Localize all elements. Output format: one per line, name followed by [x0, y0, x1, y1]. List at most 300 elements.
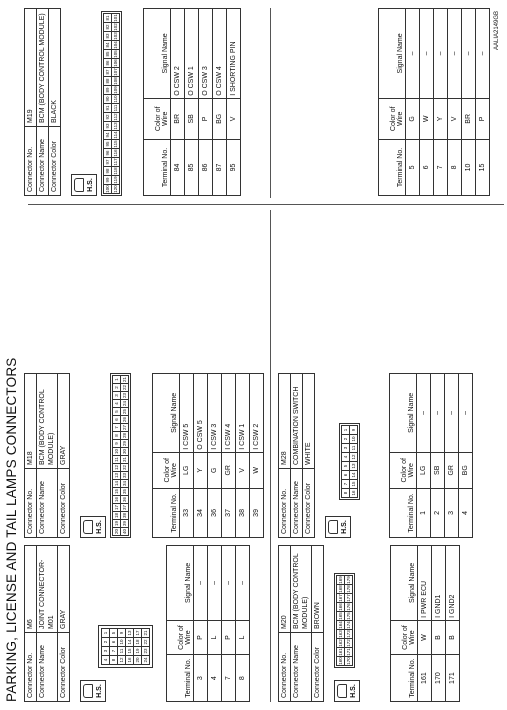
terminal-no-cell: 161 [418, 655, 432, 702]
column-header: Color of Wire [390, 452, 417, 488]
signal-name-cell: – [434, 9, 448, 99]
pin-row [142, 629, 150, 665]
connector-face [334, 573, 355, 668]
pin-cell: 6 [342, 471, 350, 480]
connector-color: BROWN [312, 546, 324, 633]
signal-name-cell: – [462, 9, 476, 99]
signal-name-cell: – [431, 374, 445, 453]
wire-color-cell: B [432, 620, 446, 654]
pin-cell: 83 [105, 33, 110, 39]
table-row [420, 9, 434, 196]
signal-name-cell: O CSW 3 [199, 9, 213, 99]
pin-cell: 39 [122, 521, 127, 527]
pin-row [345, 576, 353, 666]
row-divider-right [270, 8, 271, 198]
pin-cell: 17 [135, 630, 140, 636]
pin-cell: 96 [105, 150, 110, 156]
pin-cell: 11 [114, 457, 119, 462]
terminal-no-cell: 38 [236, 488, 250, 537]
terminal-no-cell: 2 [431, 488, 445, 537]
terminal-table [152, 373, 264, 538]
signal-name-cell: – [406, 9, 420, 99]
table-row [445, 374, 459, 538]
pin-cell: 4 [102, 656, 110, 665]
row-divider-left [270, 210, 271, 702]
column-header: Color of Wire [144, 98, 171, 139]
wire-color-cell: BR [171, 98, 185, 139]
connector-no: M6 [25, 546, 37, 633]
pin-cell: 21 [143, 630, 148, 636]
pin-cell: 2 [342, 435, 350, 444]
wire-color-cell: LG [180, 452, 194, 488]
pin-cell: 106 [113, 59, 118, 67]
terminal-no-cell: 33 [180, 488, 194, 537]
connector-face [101, 11, 122, 196]
wire-color-cell: P [194, 620, 208, 654]
car-icon [83, 684, 93, 698]
pin-row [134, 629, 142, 665]
pin-row [113, 376, 121, 536]
pin-cell: 170 [346, 657, 351, 665]
terminal-no-cell: 3 [194, 655, 208, 702]
wire-color-cell: BG [213, 98, 227, 139]
table-row [171, 9, 185, 196]
signal-name-cell: – [417, 374, 431, 453]
connector-face [98, 625, 153, 668]
pin-cell: 178 [346, 585, 351, 593]
connector-color: GRAY [58, 374, 70, 469]
pin-row [121, 376, 129, 536]
pin-cell: 172 [346, 639, 351, 647]
pin-cell: 104 [113, 41, 118, 49]
pin-cell: 8 [110, 656, 118, 665]
table-row [194, 546, 208, 702]
pin-cell: 167 [338, 594, 343, 602]
pin-cell: 4 [342, 453, 350, 462]
pin-cell: 98 [105, 168, 110, 174]
table-row [227, 9, 241, 196]
pin-cell: 9 [350, 426, 358, 435]
pin-cell: 11 [350, 444, 358, 453]
wire-color-cell: B [446, 620, 460, 654]
pin-cell: 90 [105, 96, 110, 102]
terminal-no-cell: 15 [476, 139, 490, 195]
signal-name-cell: I CSW 3 [208, 374, 222, 453]
pin-cell: 10 [114, 449, 119, 455]
terminal-no-cell: 5 [406, 139, 420, 195]
connector-panel-m28 [278, 373, 473, 538]
pin-cell: 5 [113, 408, 121, 416]
connector-face [339, 423, 360, 500]
pin-cell: 26 [122, 417, 127, 423]
terminal-table [143, 8, 241, 196]
pin-cell: 88 [105, 78, 110, 84]
table-header-row [390, 374, 417, 538]
pin-cell: 100 [105, 185, 110, 193]
table-header-row [379, 9, 406, 196]
wire-color-cell: W [250, 452, 264, 488]
pin-cell: 12 [114, 465, 119, 471]
car-icon [328, 520, 338, 534]
pin-cell: 176 [346, 603, 351, 611]
pin-cell: 38 [122, 513, 127, 519]
wire-color-cell: SB [185, 98, 199, 139]
column-header: Terminal No. [379, 139, 406, 195]
column-header: Color of Wire [391, 620, 418, 654]
hs-badge: H.S. [80, 516, 106, 538]
connector-panel-m19 [24, 8, 241, 196]
pin-cell: 22 [143, 639, 148, 645]
connector-name: BCM (BODY CONTROL MODULE) [37, 9, 49, 127]
pin-cell: 166 [338, 603, 343, 611]
pin-cell: 8 [342, 489, 350, 498]
connector-panel-m28-continued [278, 8, 490, 196]
pin-cell: 21 [122, 377, 127, 383]
figure-code: AALIA2149GB [494, 10, 500, 50]
wire-color-cell: GR [222, 452, 236, 488]
pin-cell: 19 [135, 648, 140, 654]
pin-cell: 23 [122, 393, 127, 399]
pin-cell: 14 [114, 481, 119, 487]
pin-row [104, 14, 112, 194]
pin-cell: 20 [135, 657, 140, 663]
pin-cell: 12 [119, 657, 124, 663]
pin-cell: 15 [351, 481, 356, 487]
terminal-no-cell: 8 [236, 655, 250, 702]
connector-name: COMBINATION SWITCH [291, 374, 303, 469]
pin-cell: 175 [346, 612, 351, 620]
column-header: Signal Name [391, 546, 418, 621]
pin-cell: 160 [338, 657, 343, 665]
pin-row [126, 629, 134, 665]
pin-cell: 15 [114, 489, 119, 495]
connector-face [110, 373, 131, 538]
pin-cell: 14 [351, 472, 356, 478]
wire-color-cell: LG [417, 452, 431, 488]
pin-cell: 13 [114, 473, 119, 479]
wire-color-cell: P [476, 98, 490, 139]
pin-cell: 99 [105, 177, 110, 183]
wire-color-cell: SB [431, 452, 445, 488]
pin-grid [341, 425, 358, 498]
pin-cell: 31 [122, 457, 127, 463]
pin-cell: 3 [113, 392, 121, 400]
signal-name-cell: O CSW 4 [213, 9, 227, 99]
car-icon [83, 520, 93, 534]
pin-cell: 3 [342, 444, 350, 453]
pin-cell: 168 [338, 585, 343, 593]
column-header: Terminal No. [144, 139, 171, 195]
pin-cell: 112 [113, 113, 118, 121]
wire-color-cell: V [227, 98, 241, 139]
terminal-no-cell: 37 [222, 488, 236, 537]
pin-cell: 12 [351, 454, 356, 460]
terminal-no-cell: 95 [227, 139, 241, 195]
signal-name-cell: – [208, 546, 222, 621]
hs-badge: H.S. [71, 174, 97, 196]
pin-cell: 2 [113, 384, 121, 392]
table-header-row [391, 546, 418, 702]
terminal-no-cell: 36 [208, 488, 222, 537]
car-icon [337, 684, 347, 698]
pin-cell: 10 [351, 436, 356, 442]
pin-row [112, 14, 120, 194]
pin-grid [101, 628, 150, 665]
column-header: Terminal No. [390, 488, 417, 537]
pin-cell: 114 [113, 131, 118, 139]
pin-cell: 174 [346, 621, 351, 629]
pin-cell: 5 [342, 462, 350, 471]
pin-cell: 110 [113, 95, 118, 103]
connector-header: Connector No. M20 Connector Name BCM (BODY CONTROL MODULE) Connector Color BROWN [278, 545, 324, 702]
column-header: Terminal No. [153, 488, 180, 537]
pin-cell: 94 [105, 132, 110, 138]
signal-name-cell: I CSW 1 [236, 374, 250, 453]
pin-cell: 9 [113, 440, 121, 448]
wire-color-cell: V [236, 452, 250, 488]
pin-cell: 20 [114, 529, 119, 535]
terminal-no-cell: 6 [420, 139, 434, 195]
signal-name-cell: – [222, 546, 236, 621]
pin-cell: 30 [122, 449, 127, 455]
column-header: Color of Wire [153, 452, 180, 488]
terminal-no-cell: 87 [213, 139, 227, 195]
connector-header: Connector No. M19 Connector Name BCM (BODY CONTROL MODULE) Connector Color BLACK [24, 8, 61, 196]
pin-cell: 22 [122, 385, 127, 391]
pin-cell: 107 [113, 68, 118, 76]
pin-cell: 24 [122, 401, 127, 407]
pin-cell: 16 [114, 497, 119, 503]
pin-cell: 85 [105, 51, 110, 57]
pin-cell: 95 [105, 141, 110, 147]
table-row [462, 9, 476, 196]
table-row [417, 374, 431, 538]
pin-cell: 116 [113, 149, 118, 157]
signal-name-cell: I CSW 2 [250, 374, 264, 453]
pin-cell: 169 [338, 576, 343, 584]
wire-color-cell: BG [459, 452, 473, 488]
pin-row [342, 426, 350, 498]
signal-name-cell: I CSW 4 [222, 374, 236, 453]
pin-cell: 11 [118, 647, 126, 656]
pin-cell: 4 [113, 400, 121, 408]
pin-cell: 101 [113, 14, 118, 22]
pin-cell: 27 [122, 425, 127, 431]
wire-color-cell: Y [194, 452, 208, 488]
connector-no: M20 [279, 546, 291, 633]
pin-cell: 8 [113, 432, 121, 440]
pin-cell: 7 [342, 480, 350, 489]
wire-color-cell: P [199, 98, 213, 139]
pin-cell: 118 [113, 167, 118, 175]
pin-cell: 119 [113, 176, 118, 184]
connector-color: WHITE [303, 374, 315, 469]
connector-no: M18 [25, 374, 37, 469]
pin-cell: 15 [127, 648, 132, 654]
pin-cell: 18 [135, 639, 140, 645]
connector-no: M28 [279, 374, 291, 469]
pin-cell: 28 [122, 433, 127, 439]
terminal-no-cell: 34 [194, 488, 208, 537]
hs-badge: H.S. [80, 680, 106, 702]
table-row [459, 374, 473, 538]
pin-cell: 105 [113, 50, 118, 58]
wire-color-cell: W [420, 98, 434, 139]
table-row [185, 9, 199, 196]
terminal-no-cell: 85 [185, 139, 199, 195]
terminal-no-cell: 1 [417, 488, 431, 537]
table-row [434, 9, 448, 196]
pin-cell: 40 [122, 529, 127, 535]
table-row [431, 374, 445, 538]
terminal-no-cell: 3 [445, 488, 459, 537]
pin-cell: 120 [113, 185, 118, 193]
connector-name: BCM (BODY CONTROL MODULE) [37, 374, 58, 469]
pin-cell: 115 [113, 140, 118, 148]
connector-panel-m6 [24, 545, 250, 702]
table-row [476, 9, 490, 196]
connector-no: M19 [25, 9, 37, 127]
pin-cell: 1 [102, 629, 110, 638]
signal-name-cell: – [194, 546, 208, 621]
pin-cell: 17 [114, 505, 119, 511]
pin-cell: 86 [105, 60, 110, 66]
connector-color: GRAY [58, 546, 70, 633]
pin-cell: 87 [105, 69, 110, 75]
pin-grid [103, 13, 120, 194]
connector-name: JOINT CONNECTOR-M01 [37, 546, 58, 633]
hs-badge: H.S. [325, 516, 351, 538]
wire-color-cell: P [222, 620, 236, 654]
pin-cell: 23 [143, 648, 148, 654]
pin-cell: 84 [105, 42, 110, 48]
pin-grid [336, 575, 353, 666]
signal-name-cell: O CSW 1 [185, 9, 199, 99]
connector-color: BLACK [49, 9, 61, 127]
connector-diagram [74, 373, 152, 538]
signal-name-cell: – [448, 9, 462, 99]
pin-cell: 102 [113, 23, 118, 31]
pin-cell: 5 [110, 629, 118, 638]
terminal-no-cell: 8 [448, 139, 462, 195]
table-row [208, 546, 222, 702]
signal-name-cell: – [445, 374, 459, 453]
pin-cell: 103 [113, 32, 118, 40]
signal-name-cell: – [459, 374, 473, 453]
signal-name-cell: I CSW 5 [180, 374, 194, 453]
pin-cell: 18 [114, 513, 119, 519]
connector-panel-m18 [24, 373, 264, 538]
page-title: PARKING, LICENSE AND TAIL LAMPS CONNECTORS [4, 357, 19, 702]
connector-diagram [74, 545, 166, 702]
pin-cell: 29 [122, 441, 127, 447]
pin-row [102, 629, 110, 665]
table-row [222, 546, 236, 702]
signal-name-cell: I SHORTING PIN [227, 9, 241, 99]
table-row [446, 546, 460, 702]
pin-cell: 93 [105, 123, 110, 129]
pin-cell: 13 [127, 630, 132, 636]
wire-color-cell: W [418, 620, 432, 654]
connector-diagram [328, 545, 390, 702]
table-header-row [144, 9, 171, 196]
pin-cell: 7 [113, 424, 121, 432]
wire-color-cell: GR [445, 452, 459, 488]
table-row [406, 9, 420, 196]
car-icon [74, 178, 84, 192]
pin-cell: 162 [338, 639, 343, 647]
pin-cell: 111 [113, 104, 118, 112]
column-header: Signal Name [144, 9, 171, 99]
pin-cell: 179 [346, 576, 351, 584]
column-divider [28, 204, 504, 205]
pin-cell: 97 [105, 159, 110, 165]
wire-color-cell: BR [462, 98, 476, 139]
terminal-table [390, 545, 460, 702]
pin-cell: 33 [122, 473, 127, 479]
terminal-no-cell: 86 [199, 139, 213, 195]
signal-name-cell: – [476, 9, 490, 99]
connector-diagram [319, 373, 389, 538]
wire-color-cell: L [208, 620, 222, 654]
pin-cell: 35 [122, 489, 127, 495]
signal-name-cell: I GND2 [446, 546, 460, 621]
pin-cell: 16 [351, 490, 356, 496]
wire-color-cell: L [236, 620, 250, 654]
pin-cell: 9 [118, 629, 126, 638]
column-header: Signal Name [153, 374, 180, 453]
pin-grid [112, 375, 129, 536]
table-row [418, 546, 432, 702]
pin-cell: 92 [105, 114, 110, 120]
pin-cell: 14 [127, 639, 132, 645]
terminal-table [166, 545, 250, 702]
pin-cell: 89 [105, 87, 110, 93]
table-row [194, 374, 208, 538]
wire-color-cell: V [448, 98, 462, 139]
pin-cell: 34 [122, 481, 127, 487]
table-row [432, 546, 446, 702]
pin-cell: 165 [338, 612, 343, 620]
pin-cell: 113 [113, 122, 118, 130]
column-header: Terminal No. [167, 655, 194, 702]
terminal-no-cell: 84 [171, 139, 185, 195]
table-header-row [167, 546, 194, 702]
terminal-no-cell: 4 [459, 488, 473, 537]
pin-cell: 6 [113, 416, 121, 424]
pin-cell: 37 [122, 505, 127, 511]
pin-cell: 7 [110, 647, 118, 656]
pin-cell: 109 [113, 86, 118, 94]
column-header: Signal Name [379, 9, 406, 99]
table-row [236, 546, 250, 702]
connector-diagram [65, 8, 143, 196]
signal-name-cell: – [236, 546, 250, 621]
table-row [250, 374, 264, 538]
pin-cell: 24 [143, 657, 148, 663]
pin-cell: 164 [338, 621, 343, 629]
pin-row [337, 576, 345, 666]
pin-cell: 108 [113, 77, 118, 85]
wire-color-cell: Y [434, 98, 448, 139]
pin-cell: 36 [122, 497, 127, 503]
terminal-table [389, 373, 473, 538]
pin-cell: 81 [105, 15, 110, 21]
signal-name-cell: O CSW 5 [194, 374, 208, 453]
pin-cell: 117 [113, 158, 118, 166]
terminal-no-cell: 170 [432, 655, 446, 702]
signal-name-cell: – [420, 9, 434, 99]
